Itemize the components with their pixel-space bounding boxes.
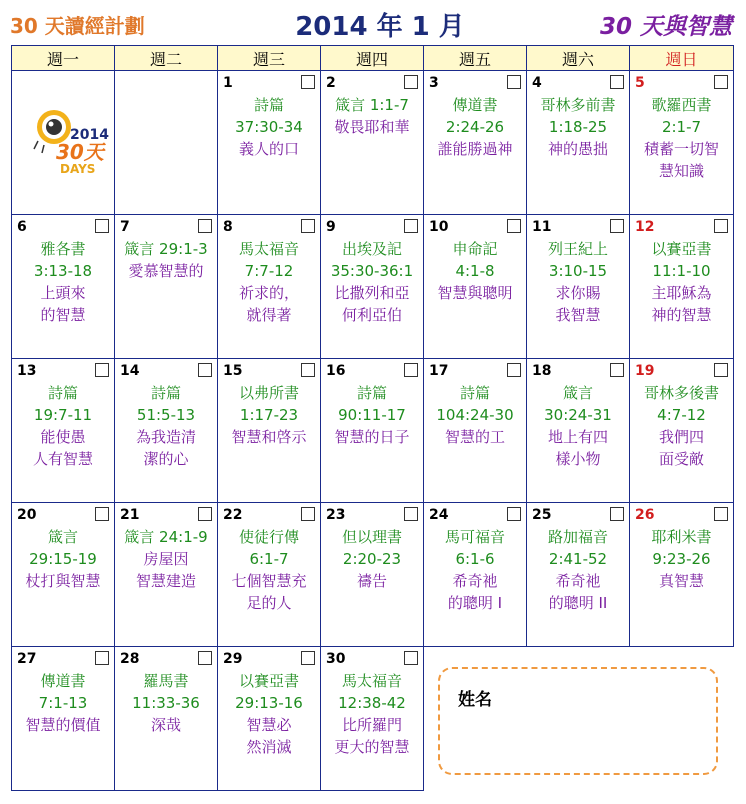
reading-ref: 詩篇 xyxy=(356,384,387,402)
day-number: 21 xyxy=(120,507,140,523)
reading-ref: 37:30-34 xyxy=(235,118,303,136)
done-checkbox[interactable] xyxy=(404,219,418,233)
name-cell xyxy=(424,647,734,791)
reading-ref: 7:1-13 xyxy=(38,694,88,712)
calendar-grid xyxy=(11,45,734,791)
weekday-sun: 週日 xyxy=(630,46,734,71)
reading-ref: 雅各書 xyxy=(40,240,86,258)
done-checkbox[interactable] xyxy=(610,219,624,233)
reading-theme: 樣小物 xyxy=(555,450,601,468)
day-number: 20 xyxy=(17,507,37,523)
reading-theme: 人有智慧 xyxy=(32,450,93,468)
done-checkbox[interactable] xyxy=(714,75,728,89)
done-checkbox[interactable] xyxy=(507,363,521,377)
done-checkbox[interactable] xyxy=(610,363,624,377)
day-number: 14 xyxy=(120,363,140,379)
day-cell xyxy=(630,359,734,503)
day-cell xyxy=(630,503,734,647)
day-number: 25 xyxy=(532,507,552,523)
day-number: 7 xyxy=(120,219,130,235)
done-checkbox[interactable] xyxy=(301,75,315,89)
reading-ref: 傳道書 xyxy=(452,96,498,114)
reading-theme: 的聰明 II xyxy=(548,594,608,612)
done-checkbox[interactable] xyxy=(301,507,315,521)
done-checkbox[interactable] xyxy=(507,507,521,521)
day-cell xyxy=(115,503,218,647)
30-days-logo xyxy=(30,101,122,181)
day-cell xyxy=(424,215,527,359)
day-cell xyxy=(218,215,321,359)
reading-theme: 比撒列和亞 xyxy=(334,284,410,302)
day-number: 17 xyxy=(429,363,449,379)
reading-ref: 申命記 xyxy=(452,240,498,258)
day-number: 1 xyxy=(223,75,233,91)
done-checkbox[interactable] xyxy=(198,219,212,233)
reading-theme: 更大的智慧 xyxy=(334,738,410,756)
reading-ref: 詩篇 xyxy=(150,384,181,402)
reading-ref: 詩篇 xyxy=(47,384,78,402)
day-cell xyxy=(527,71,630,215)
day-cell xyxy=(630,215,734,359)
done-checkbox[interactable] xyxy=(714,219,728,233)
week-row xyxy=(12,215,734,359)
theme-title: 30 天與智慧 xyxy=(599,14,732,40)
weekday-mon: 週一 xyxy=(12,46,115,71)
reading-ref: 箴言 24:1-9 xyxy=(124,528,208,546)
reading-ref: 4:7-12 xyxy=(657,406,706,424)
reading-theme: 愛慕智慧的 xyxy=(128,262,204,280)
done-checkbox[interactable] xyxy=(95,507,109,521)
day-cell xyxy=(424,71,527,215)
reading-theme: 義人的口 xyxy=(238,140,299,158)
reading-theme: 希奇祂 xyxy=(555,572,601,590)
name-field[interactable] xyxy=(438,667,718,775)
reading-ref: 6:1-6 xyxy=(455,550,495,568)
done-checkbox[interactable] xyxy=(610,75,624,89)
reading-ref: 哥林多前書 xyxy=(540,96,616,114)
reading-theme: 的智慧 xyxy=(40,306,86,324)
reading-ref: 耶利米書 xyxy=(651,528,712,546)
day-number: 11 xyxy=(532,219,552,235)
done-checkbox[interactable] xyxy=(95,363,109,377)
empty-cell xyxy=(115,71,218,215)
reading-ref: 1:17-23 xyxy=(239,406,299,424)
reading-theme: 積蓄一切智 xyxy=(643,140,719,158)
day-number: 19 xyxy=(635,363,655,379)
done-checkbox[interactable] xyxy=(95,219,109,233)
reading-ref: 列王紀上 xyxy=(547,240,608,258)
day-number: 30 xyxy=(326,651,346,667)
logo-days: DAYS xyxy=(60,162,96,176)
reading-ref: 以賽亞書 xyxy=(651,240,712,258)
reading-ref: 2:41-52 xyxy=(548,550,608,568)
reading-theme: 我智慧 xyxy=(555,306,601,324)
done-checkbox[interactable] xyxy=(198,363,212,377)
logo-year: 2014 xyxy=(70,127,109,143)
day-cell xyxy=(12,647,115,791)
reading-ref: 4:1-8 xyxy=(455,262,495,280)
reading-ref: 馬可福音 xyxy=(444,528,505,546)
done-checkbox[interactable] xyxy=(95,651,109,665)
reading-theme: 主耶穌為 xyxy=(651,284,712,302)
reading-theme: 希奇祂 xyxy=(452,572,498,590)
done-checkbox[interactable] xyxy=(404,363,418,377)
reading-ref: 箴言 29:1-3 xyxy=(124,240,208,258)
reading-ref: 馬太福音 xyxy=(238,240,299,258)
reading-theme: 誰能勝過神 xyxy=(437,140,513,158)
reading-theme: 就得著 xyxy=(246,306,292,324)
day-cell xyxy=(527,215,630,359)
day-number: 15 xyxy=(223,363,243,379)
reading-theme: 智慧的價值 xyxy=(25,716,101,734)
day-number: 2 xyxy=(326,75,336,91)
day-number: 12 xyxy=(635,219,655,235)
day-cell xyxy=(321,359,424,503)
logo-cell xyxy=(12,71,115,215)
reading-theme: 何利亞伯 xyxy=(341,306,402,324)
day-cell xyxy=(527,359,630,503)
reading-ref: 2:24-26 xyxy=(445,118,505,136)
week-row xyxy=(12,359,734,503)
week-row xyxy=(12,647,734,791)
reading-ref: 3:13-18 xyxy=(33,262,93,280)
reading-ref: 11:33-36 xyxy=(132,694,200,712)
done-checkbox[interactable] xyxy=(301,219,315,233)
day-cell xyxy=(321,647,424,791)
day-cell xyxy=(12,503,115,647)
day-cell xyxy=(115,359,218,503)
day-cell xyxy=(218,647,321,791)
reading-ref: 路加福音 xyxy=(547,528,608,546)
done-checkbox[interactable] xyxy=(301,651,315,665)
reading-theme: 潔的心 xyxy=(143,450,189,468)
day-number: 22 xyxy=(223,507,243,523)
reading-theme: 面受敵 xyxy=(658,450,704,468)
reading-theme: 然消滅 xyxy=(246,738,292,756)
reading-theme: 智慧建造 xyxy=(135,572,196,590)
name-label: 姓名 xyxy=(458,690,492,710)
day-cell xyxy=(115,215,218,359)
reading-ref: 11:1-10 xyxy=(652,262,711,280)
reading-ref: 但以理書 xyxy=(341,528,402,546)
day-number: 29 xyxy=(223,651,243,667)
weekday-tue: 週二 xyxy=(115,46,218,71)
reading-theme: 真智慧 xyxy=(658,572,704,590)
reading-theme: 智慧和啓示 xyxy=(231,428,307,446)
reading-ref: 馬太福音 xyxy=(341,672,402,690)
reading-ref: 104:24-30 xyxy=(436,406,514,424)
reading-theme: 房屋因 xyxy=(143,550,189,568)
week-row xyxy=(12,503,734,647)
done-checkbox[interactable] xyxy=(404,75,418,89)
reading-ref: 51:5-13 xyxy=(136,406,196,424)
weekday-sat: 週六 xyxy=(527,46,630,71)
week-row xyxy=(12,71,734,215)
reading-theme: 智慧必 xyxy=(246,716,292,734)
weekday-wed: 週三 xyxy=(218,46,321,71)
reading-ref: 1:18-25 xyxy=(548,118,608,136)
reading-ref: 30:24-31 xyxy=(544,406,612,424)
day-number: 16 xyxy=(326,363,346,379)
logo-brand: 30天 xyxy=(56,140,104,164)
reading-theme: 深哉 xyxy=(150,716,181,734)
reading-theme: 智慧的日子 xyxy=(334,428,410,446)
reading-ref: 12:38-42 xyxy=(338,694,406,712)
day-number: 26 xyxy=(635,507,655,523)
reading-ref: 出埃及記 xyxy=(341,240,402,258)
reading-theme: 上頭來 xyxy=(40,284,86,302)
day-number: 5 xyxy=(635,75,645,91)
reading-theme: 能使愚 xyxy=(40,428,86,446)
done-checkbox[interactable] xyxy=(301,363,315,377)
day-number: 6 xyxy=(17,219,27,235)
reading-ref: 29:13-16 xyxy=(235,694,303,712)
reading-theme: 七個智慧充 xyxy=(231,572,307,590)
weekday-header-row xyxy=(12,46,734,71)
reading-theme: 比所羅門 xyxy=(341,716,402,734)
day-cell xyxy=(321,215,424,359)
reading-theme: 求你賜 xyxy=(555,284,601,302)
reading-ref: 2:20-23 xyxy=(342,550,402,568)
day-cell xyxy=(321,503,424,647)
done-checkbox[interactable] xyxy=(404,651,418,665)
day-number: 13 xyxy=(17,363,37,379)
done-checkbox[interactable] xyxy=(198,651,212,665)
done-checkbox[interactable] xyxy=(714,363,728,377)
done-checkbox[interactable] xyxy=(198,507,212,521)
reading-ref: 以賽亞書 xyxy=(238,672,299,690)
day-number: 18 xyxy=(532,363,552,379)
done-checkbox[interactable] xyxy=(507,75,521,89)
reading-ref: 19:7-11 xyxy=(33,406,93,424)
reading-ref: 29:15-19 xyxy=(29,550,97,568)
reading-ref: 以弗所書 xyxy=(238,384,299,402)
reading-ref: 6:1-7 xyxy=(249,550,289,568)
reading-ref: 2:1-7 xyxy=(661,118,702,136)
reading-theme: 的聰明 I xyxy=(447,594,503,612)
day-cell xyxy=(12,359,115,503)
day-number: 10 xyxy=(429,219,449,235)
day-cell xyxy=(218,503,321,647)
day-number: 27 xyxy=(17,651,37,667)
reading-theme: 祈求的， xyxy=(238,284,299,302)
day-cell xyxy=(424,359,527,503)
reading-ref: 傳道書 xyxy=(40,672,86,690)
done-checkbox[interactable] xyxy=(507,219,521,233)
reading-theme: 地上有四 xyxy=(547,428,608,446)
day-cell xyxy=(424,503,527,647)
month-title: 2014 年 1 月 xyxy=(295,12,465,42)
reading-ref: 詩篇 xyxy=(459,384,490,402)
weekday-thu: 週四 xyxy=(321,46,424,71)
reading-ref: 35:30-36:1 xyxy=(330,262,414,280)
day-cell xyxy=(527,503,630,647)
day-cell xyxy=(630,71,734,215)
reading-ref: 箴言 xyxy=(47,528,78,546)
day-number: 23 xyxy=(326,507,346,523)
reading-theme: 我們四 xyxy=(658,428,704,446)
weekday-fri: 週五 xyxy=(424,46,527,71)
reading-ref: 哥林多後書 xyxy=(643,384,719,402)
done-checkbox[interactable] xyxy=(610,507,624,521)
day-cell xyxy=(218,359,321,503)
reading-theme: 神的愚拙 xyxy=(547,140,608,158)
reading-theme: 神的智慧 xyxy=(651,306,712,324)
reading-ref: 90:11-17 xyxy=(338,406,406,424)
done-checkbox[interactable] xyxy=(714,507,728,521)
reading-theme: 足的人 xyxy=(246,594,292,612)
day-cell xyxy=(218,71,321,215)
reading-theme: 慧知識 xyxy=(658,162,704,180)
day-cell xyxy=(12,215,115,359)
reading-ref: 箴言 xyxy=(562,384,593,402)
plan-title: 30 天讀經計劃 xyxy=(10,14,145,38)
reading-theme: 智慧的工 xyxy=(444,428,505,446)
done-checkbox[interactable] xyxy=(404,507,418,521)
reading-theme: 為我造清 xyxy=(135,428,196,446)
reading-theme: 杖打與智慧 xyxy=(25,572,101,590)
day-cell xyxy=(115,647,218,791)
reading-theme: 智慧與聰明 xyxy=(437,284,513,302)
day-number: 3 xyxy=(429,75,439,91)
day-number: 8 xyxy=(223,219,233,235)
reading-ref: 7:7-12 xyxy=(244,262,294,280)
day-cell xyxy=(321,71,424,215)
day-number: 9 xyxy=(326,219,336,235)
reading-ref: 歌羅西書 xyxy=(651,96,712,114)
reading-ref: 3:10-15 xyxy=(548,262,608,280)
reading-ref: 詩篇 xyxy=(253,96,284,114)
reading-theme: 敬畏耶和華 xyxy=(334,118,410,136)
day-number: 28 xyxy=(120,651,140,667)
reading-ref: 箴言 1:1-7 xyxy=(335,96,409,114)
reading-ref: 使徒行傳 xyxy=(238,528,299,546)
reading-ref: 9:23-26 xyxy=(652,550,711,568)
day-number: 24 xyxy=(429,507,449,523)
day-number: 4 xyxy=(532,75,542,91)
reading-theme: 禱告 xyxy=(356,572,387,590)
reading-ref: 羅馬書 xyxy=(143,672,189,690)
